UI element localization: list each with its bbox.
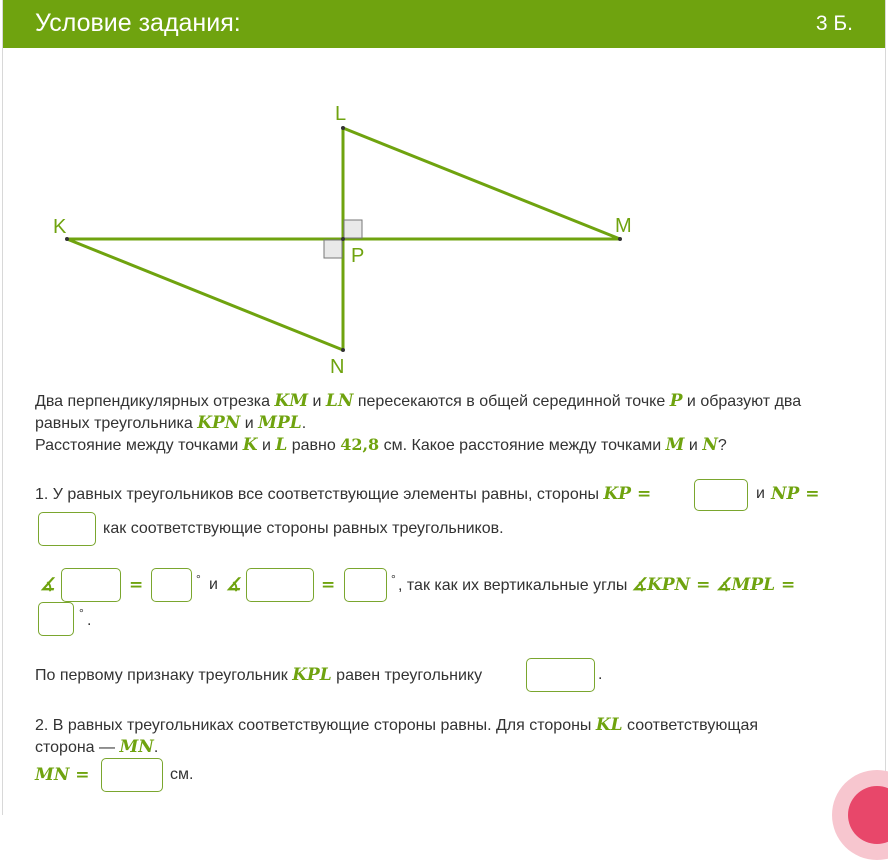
angles-end: . [87, 612, 92, 629]
label-N: N [330, 356, 345, 378]
triangle-end: . [598, 666, 603, 683]
label-K: K [53, 216, 67, 238]
triangle-sign-line: По первому признаку треугольник KPL равен треугольнику [35, 665, 483, 685]
angle2-name-input[interactable] [246, 568, 314, 602]
problem-line-3: Расстояние между точками K и L равно 42,8 см. Какое расстояние между точками M и N? [35, 435, 727, 455]
np-input[interactable] [38, 512, 96, 546]
angle-symbol-2: ∡ [226, 575, 242, 595]
label-M: M [615, 215, 632, 237]
point-M [618, 237, 622, 241]
angle-symbol-1: ∡ [40, 575, 56, 595]
angles-reason: , так как их вертикальные углы ∡KPN = ∡MPL = [398, 575, 796, 595]
angles-and: и [209, 576, 218, 593]
angle1-value-input[interactable] [151, 568, 192, 602]
segment-KN [67, 239, 343, 350]
label-P: P [351, 245, 365, 267]
angle2-eq: = [321, 575, 336, 595]
point-P [341, 237, 345, 241]
triangle-input[interactable] [526, 658, 595, 692]
segment-LM [343, 128, 620, 239]
step2-line-1: 2. В равных треугольниках соответствующие стороны равны. Для стороны KL соответствующая [35, 715, 759, 735]
vertical-angle-degree: ° [79, 606, 84, 620]
angle1-eq: = [129, 575, 144, 595]
right-angle-mark-lower [324, 240, 342, 258]
vertical-angle-input[interactable] [38, 602, 74, 636]
angle2-degree: ° [391, 572, 396, 586]
step2-line-2: сторона — MN. [35, 737, 159, 757]
task-header [3, 0, 885, 48]
mn-label: MN = [35, 765, 90, 785]
angle1-degree: ° [196, 572, 201, 586]
step1-line: 1. У равных треугольников все соответствующие элементы равны, стороны KP = [35, 484, 652, 504]
step1-and: и [756, 485, 765, 502]
step1-np-label: NP = [771, 484, 820, 504]
problem-line-2: равных треугольника KPN и MPL. [35, 413, 307, 433]
point-N [341, 348, 345, 352]
problem-line-1: Два перпендикулярных отрезка KM и LN пересекаются в общей серединной точке P и образуют два [35, 391, 802, 411]
mn-input[interactable] [101, 758, 163, 792]
label-L: L [335, 103, 347, 125]
angle1-name-input[interactable] [61, 568, 121, 602]
task-points: 3 Б. [815, 12, 853, 35]
task-title: Условие задания: [35, 9, 241, 37]
mn-unit: см. [170, 766, 194, 783]
right-angle-mark-upper [344, 220, 362, 238]
step1-reason: как соответствующие стороны равных треугольников. [103, 520, 504, 537]
point-L [341, 126, 345, 130]
kp-input[interactable] [694, 479, 748, 511]
help-icon [848, 786, 888, 844]
geometry-figure [0, 90, 680, 390]
angle2-value-input[interactable] [344, 568, 387, 602]
